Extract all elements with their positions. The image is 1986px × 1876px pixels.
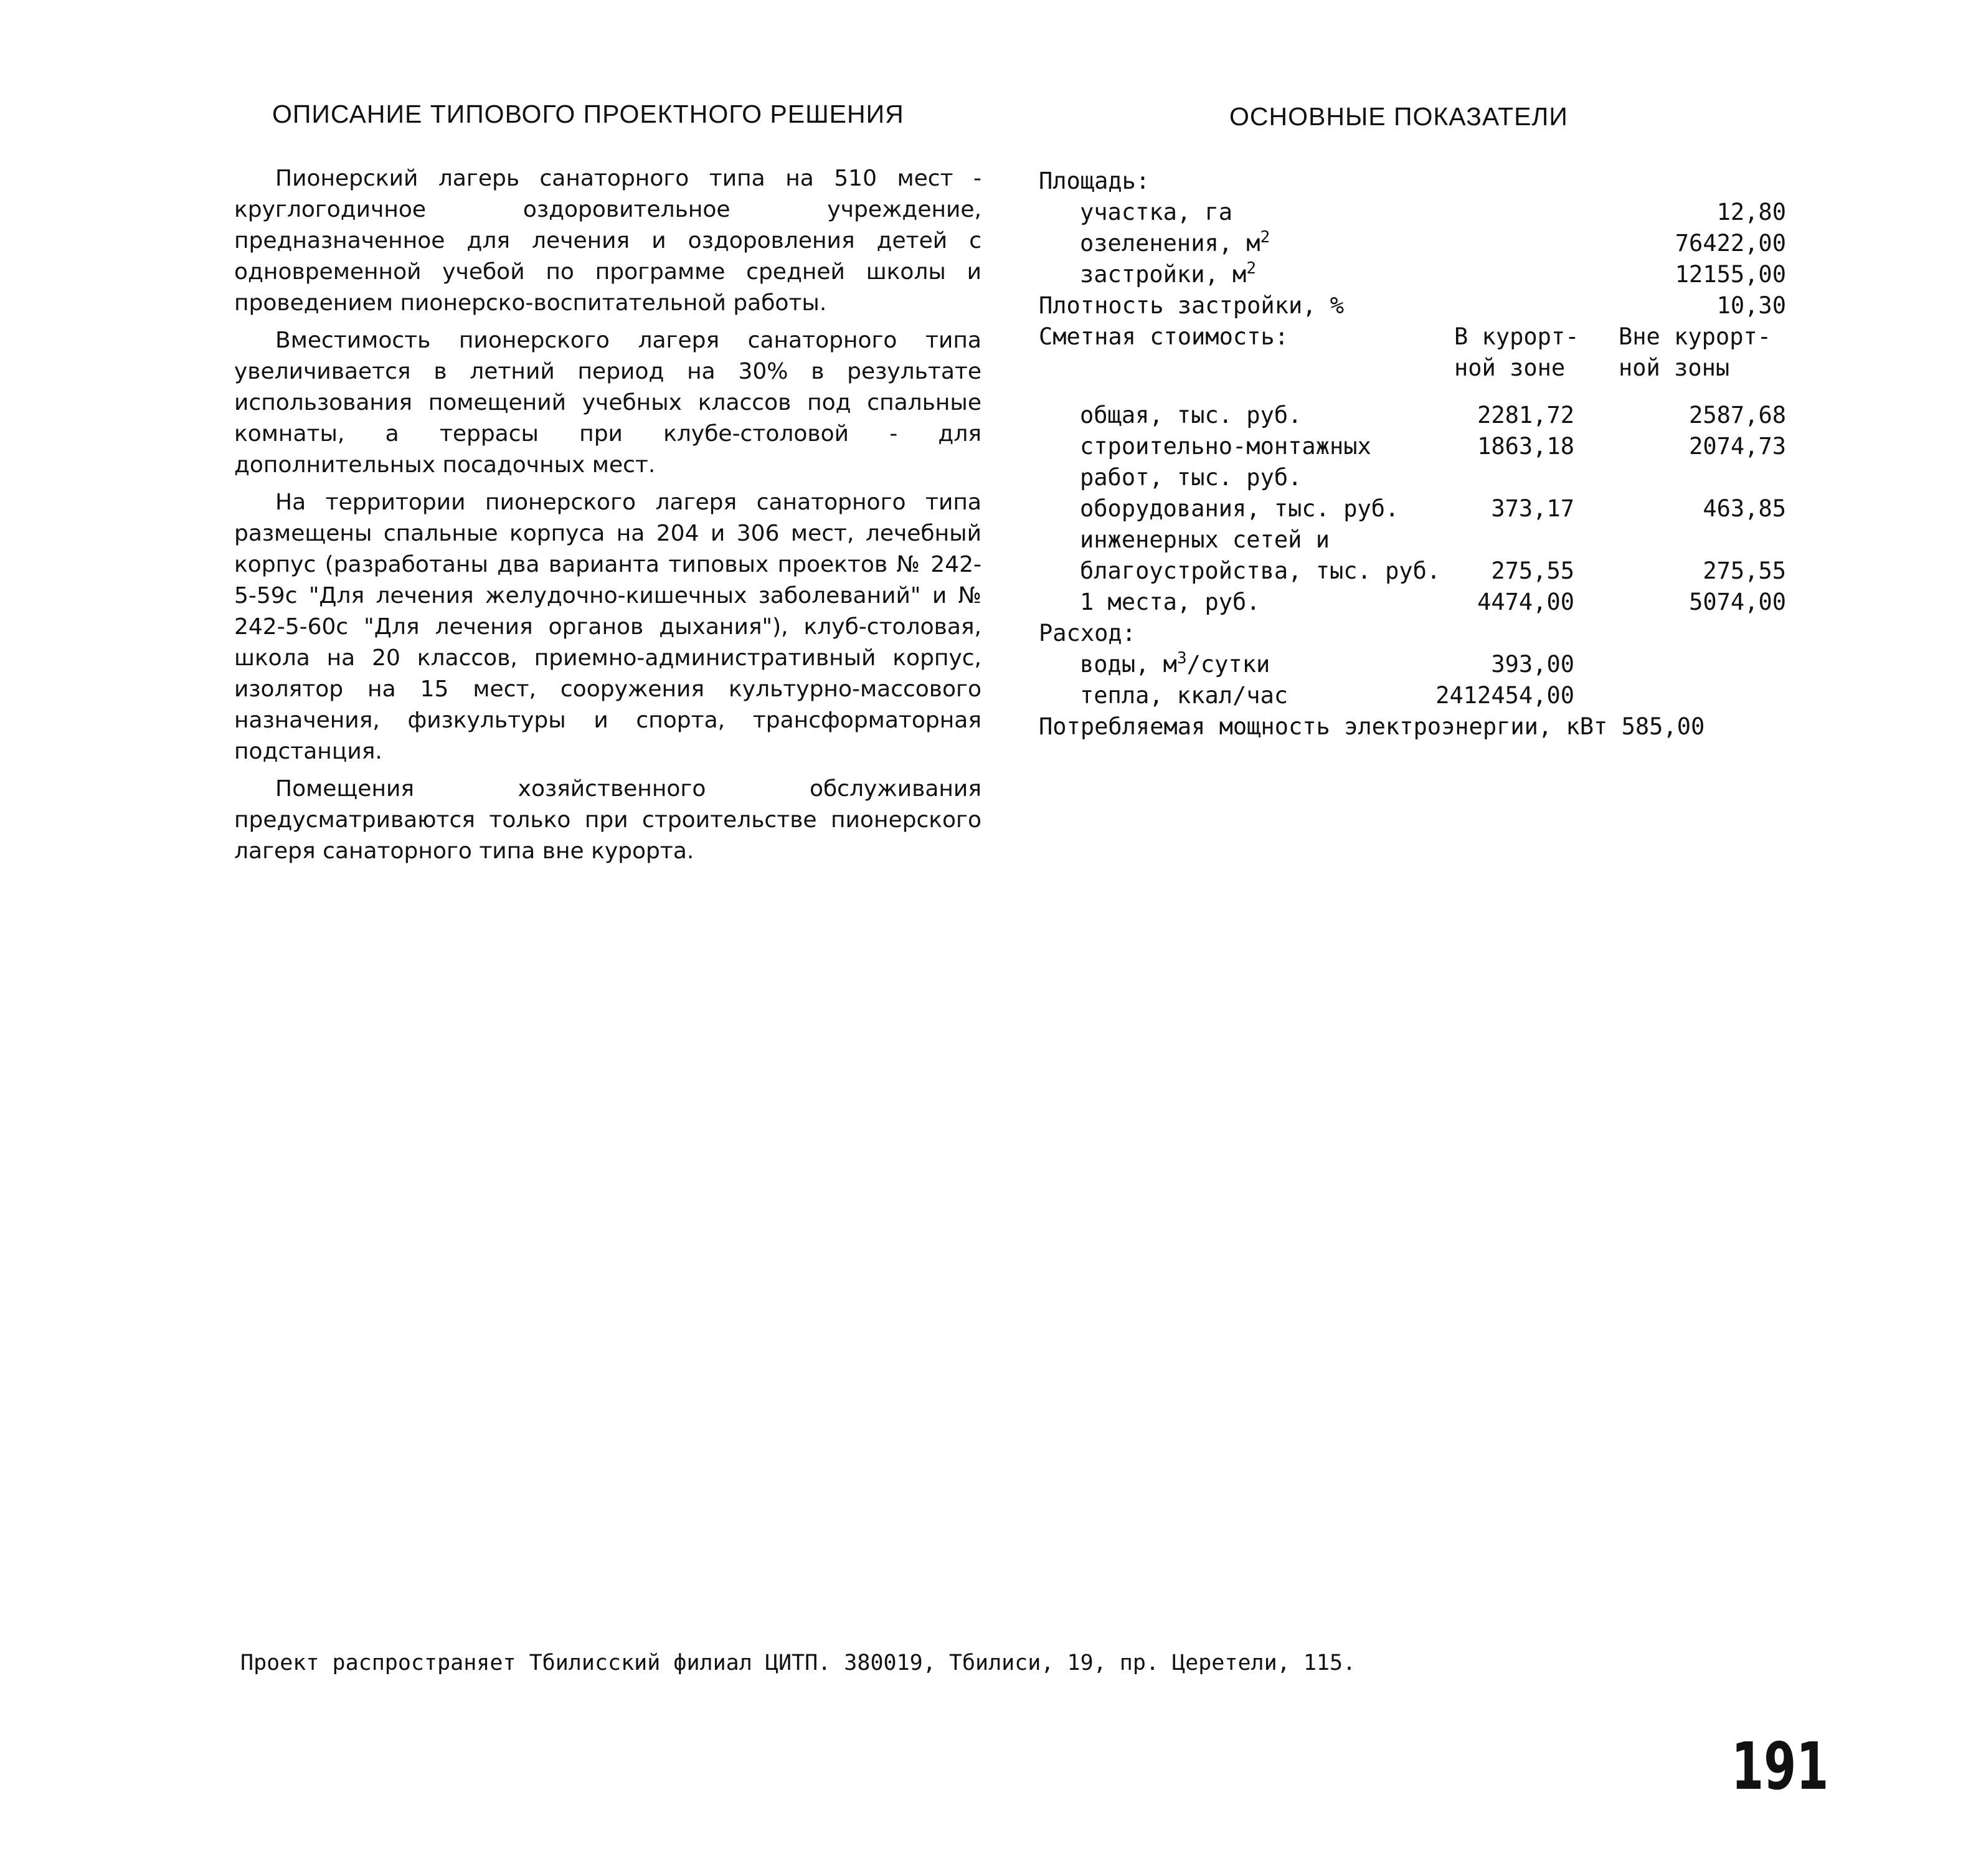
cost-row — [1039, 556, 1786, 587]
cost-resort-value: 373,17 — [1491, 495, 1574, 522]
indicator-row — [1039, 649, 1786, 680]
cost-row-label: строительно-монтажных — [1080, 433, 1371, 460]
cost-row-label: 1 места, руб. — [1080, 589, 1260, 615]
cost-row-label: работ, тыс. руб. — [1080, 464, 1302, 491]
indicator-row — [1039, 228, 1786, 259]
water-label: воды, $м^3$/сутки — [1080, 649, 1270, 678]
cost-resort-value: 2281,72 — [1477, 402, 1574, 429]
cost-label: Сметная стоимость: — [1039, 323, 1289, 350]
area-label: Площадь: — [1039, 168, 1150, 194]
cost-row-label: благоустройства, тыс. руб. — [1080, 557, 1441, 584]
plot-value: 12,80 — [1716, 199, 1786, 225]
cost-resort-value: 275,55 — [1491, 557, 1574, 584]
description-paragraph: На территории пионерского лагеря санаторного типа размещены спальные корпуса на 204 и 306 мест, лечебный корпус (разработаны два варианта типовых проектов № 242-5-59с "Для лечения желудочно-кишечных заболеваний" и № 242-5-60с "Для лечения органов дыхания"), клуб-столовая, школа на 20 классов, приемно-административный корпус, изолятор на 15 мест, сооружения культурно-массового назначения, физкультуры и спорта, трансформаторная подстанция. — [234, 490, 981, 764]
col-outside-header: Вне курорт- — [1619, 323, 1772, 350]
indicator-row — [1039, 321, 1786, 353]
cost-row — [1039, 431, 1786, 462]
description-heading: ОПИСАНИЕ ТИПОВОГО ПРОЕКТНОГО РЕШЕНИЯ — [272, 100, 904, 128]
cost-row-label: инженерных сетей и — [1080, 526, 1330, 553]
description-paragraph: Вместимость пионерского лагеря санаторного типа увеличивается в летний период на 30% в результате использования помещений учебных классов под спальные комнаты, а террасы при клубе-столовой - для дополнительных посадочных мест. — [234, 328, 981, 478]
distribution-footer: Проект распространяет Тбилисский филиал ЦИТП. 380019, Тбилиси, 19, пр. Церетели, 115. — [240, 1651, 1356, 1675]
indicators-heading: ОСНОВНЫЕ ПОКАЗАТЕЛИ — [1229, 102, 1568, 131]
description-paragraph: Пионерский лагерь санаторного типа на 510 мест - круглогодичное оздоровительное учреждение, предназначенное для лечения и оздоровления детей с одновременной учебой по программе средней школы и проведением пионерско-воспитательной работы. — [234, 166, 981, 316]
cost-outside-value: 2587,68 — [1689, 402, 1786, 429]
indicator-row — [1039, 711, 1786, 742]
indicator-row — [1039, 166, 1786, 197]
page-number: 191 — [1731, 1728, 1829, 1804]
built-label: застройки, $м^2$ — [1080, 259, 1256, 288]
cost-outside-value: 5074,00 — [1689, 589, 1786, 615]
indicator-row — [1039, 259, 1786, 290]
indicator-row — [1039, 290, 1786, 321]
cost-row — [1039, 462, 1786, 493]
col-resort-header: В курорт- — [1454, 323, 1579, 350]
cost-row — [1039, 493, 1786, 524]
description-text — [234, 163, 981, 873]
col-resort-header: ной зоне — [1454, 354, 1566, 381]
description-paragraph: Помещения хозяйственного обслуживания предусматриваются только при строительстве пионерского лагеря санаторного типа вне курорта. — [234, 776, 981, 864]
cost-outside-value: 463,85 — [1703, 495, 1786, 522]
power-line — [1039, 711, 1705, 742]
green-label: озеленения, $м^2$ — [1080, 228, 1270, 257]
indicators-table — [1039, 166, 1786, 742]
cost-resort-value: 1863,18 — [1477, 433, 1574, 460]
cost-row-label: общая, тыс. руб. — [1080, 402, 1302, 429]
density-label: Плотность застройки, % — [1039, 292, 1345, 319]
density-value: 10,30 — [1716, 292, 1786, 319]
cost-row — [1039, 587, 1786, 618]
built-value: 12155,00 — [1675, 261, 1786, 288]
power-value: 585,00 — [1621, 713, 1705, 740]
indicator-row — [1039, 618, 1786, 649]
cost-row — [1039, 524, 1786, 556]
col-outside-header: ной зоны — [1619, 354, 1730, 381]
consumption-label: Расход: — [1039, 620, 1136, 647]
indicator-row — [1039, 680, 1786, 711]
heat-value: 2412454,00 — [1435, 682, 1574, 709]
cost-outside-value: 2074,73 — [1689, 433, 1786, 460]
green-value: 76422,00 — [1675, 230, 1786, 257]
cost-row-label: оборудования, тыс. руб. — [1080, 495, 1399, 522]
cost-outside-value: 275,55 — [1703, 557, 1786, 584]
indicator-row — [1039, 353, 1786, 400]
water-value: 393,00 — [1491, 651, 1574, 678]
indicator-row — [1039, 197, 1786, 228]
cost-resort-value: 4474,00 — [1477, 589, 1574, 615]
power-label: Потребляемая мощность электроэнергии, кВт — [1039, 713, 1608, 740]
heat-label: тепла, ккал/час — [1080, 682, 1289, 709]
cost-row — [1039, 400, 1786, 431]
plot-label: участка, га — [1080, 199, 1233, 225]
